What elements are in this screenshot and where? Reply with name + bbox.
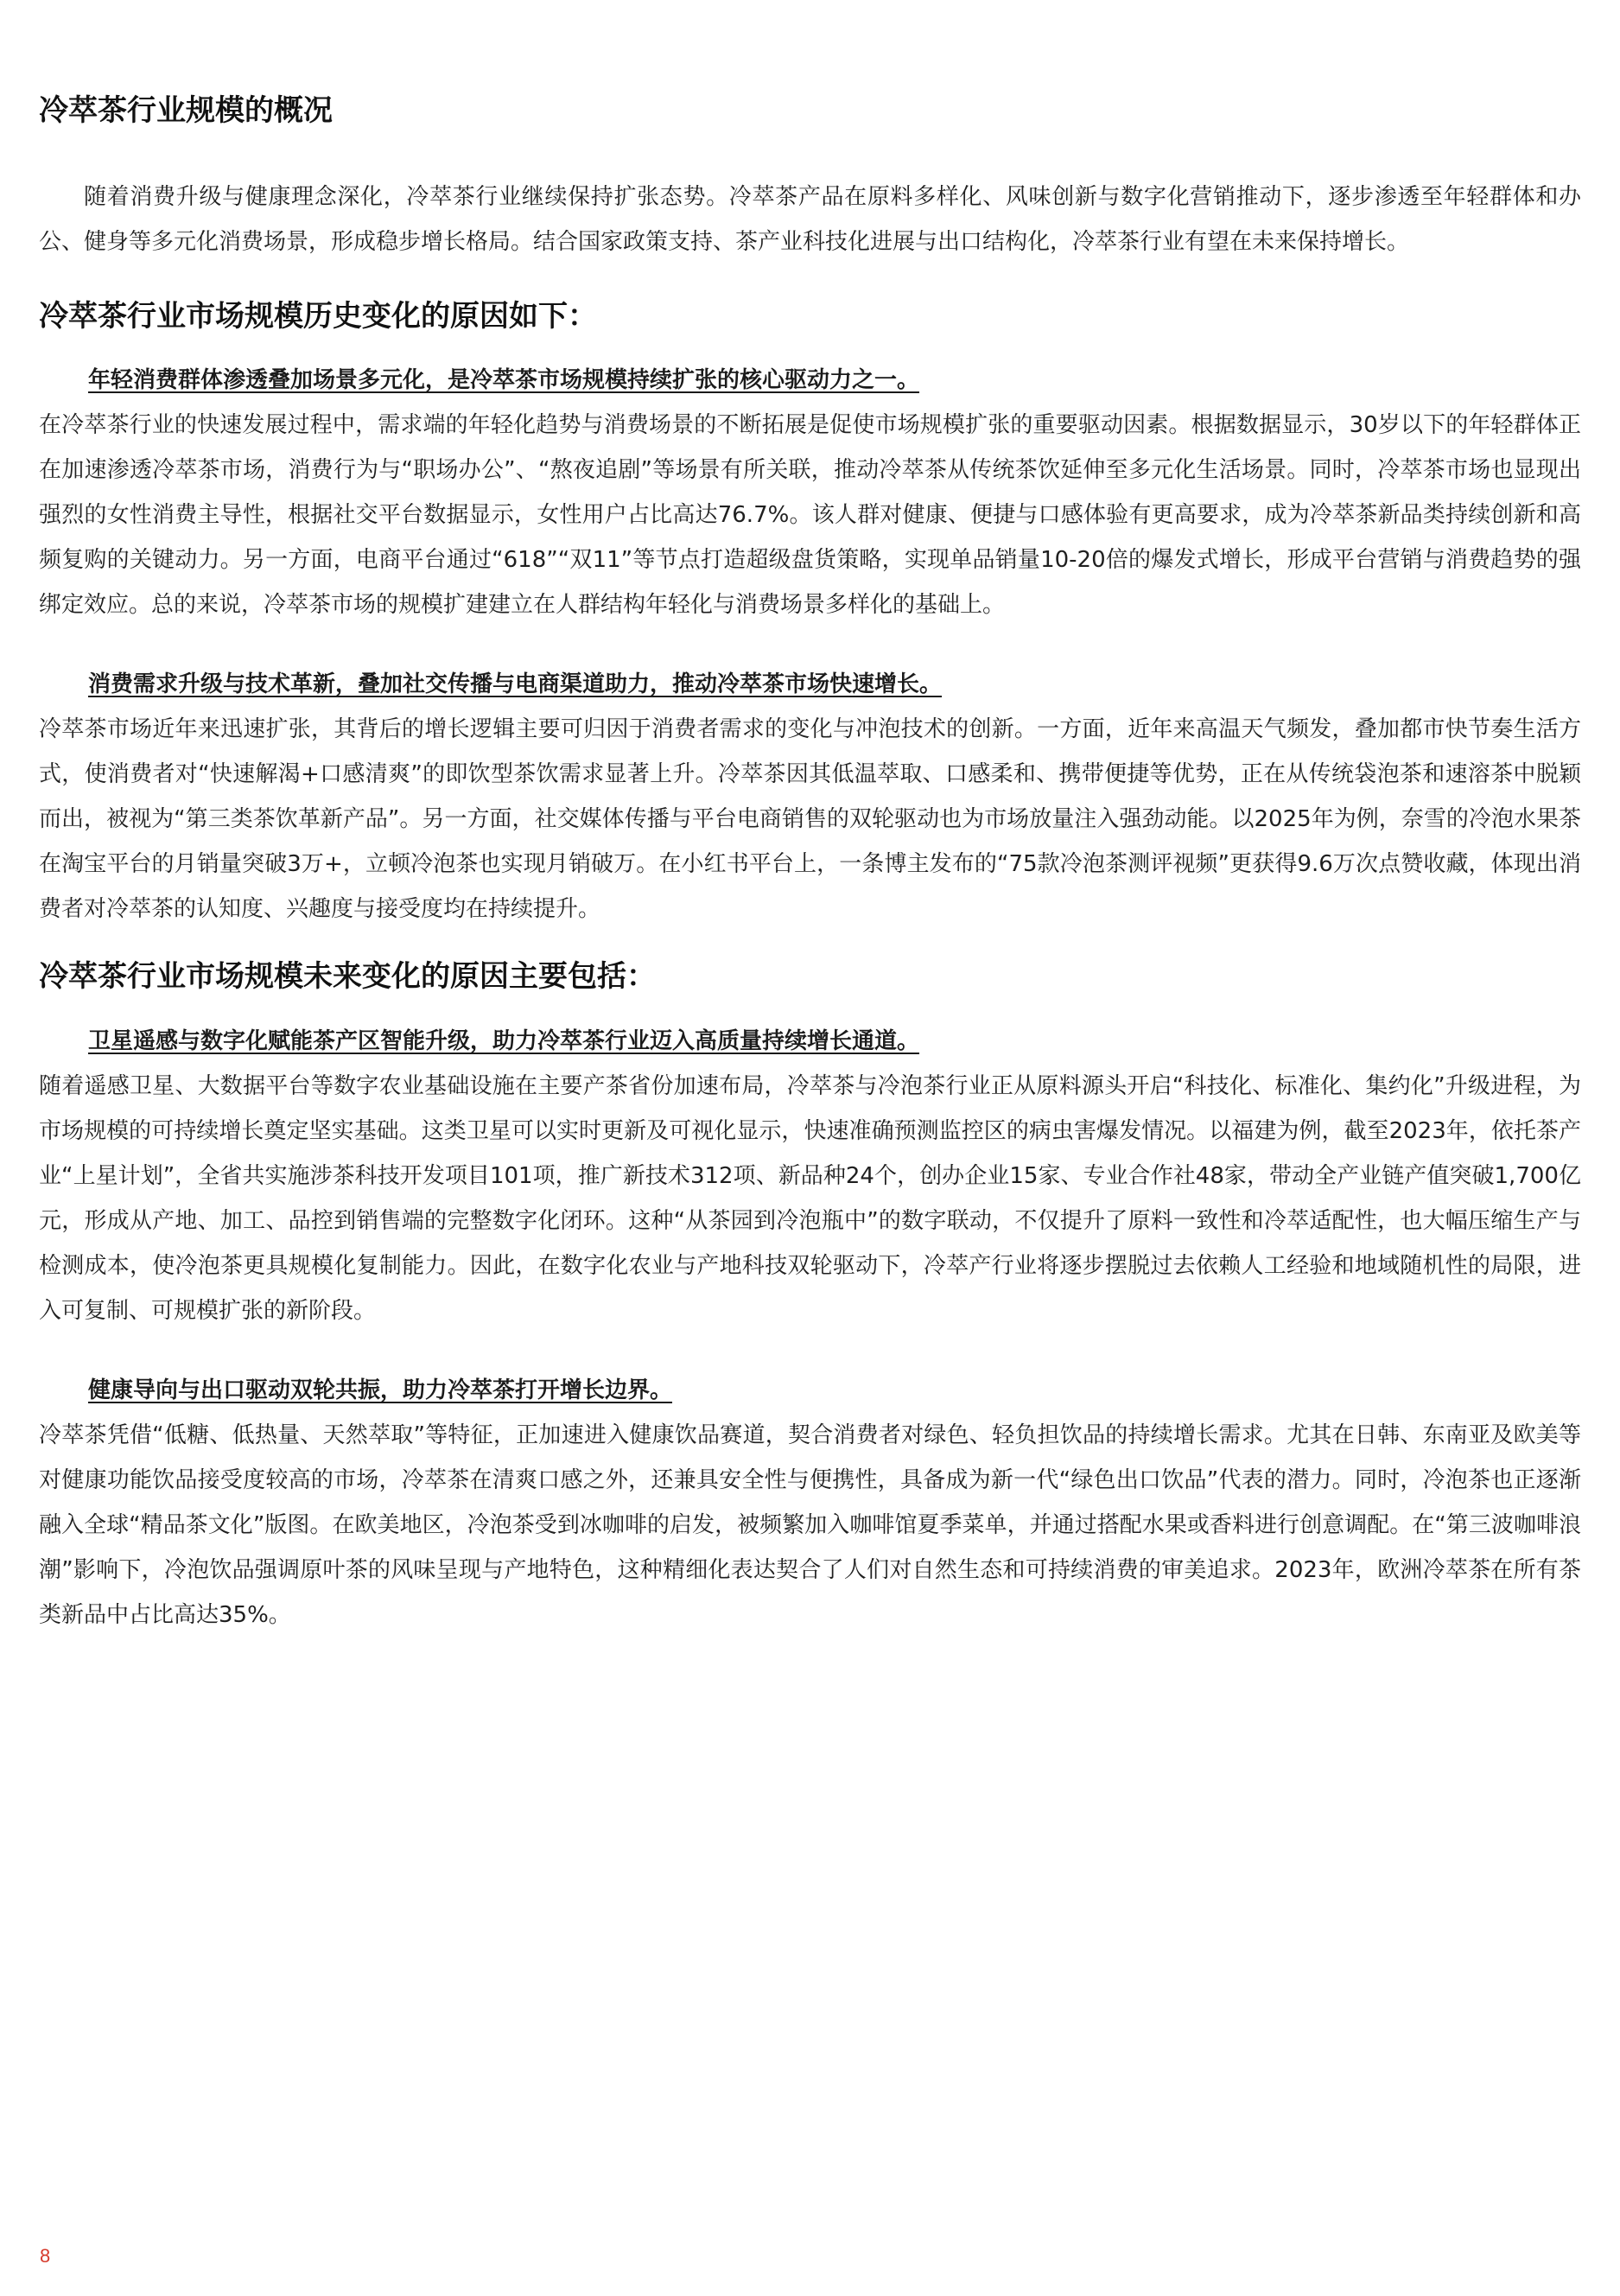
future-subheading-1: 卫星遥感与数字化赋能茶产区智能升级，助力冷萃茶行业迈入高质量持续增长通道。 (88, 1027, 920, 1054)
future-section-title: 冷萃茶行业市场规模未来变化的原因主要包括： (39, 959, 656, 995)
history-section-title: 冷萃茶行业市场规模历史变化的原因如下： (39, 299, 597, 334)
future-paragraph-1: 随着遥感卫星、大数据平台等数字农业基础设施在主要产茶省份加速布局，冷萃茶与冷泡茶行业正从原料源头开启“科技化、标准化、集约化”升级进程，为市场规模的可持续增长奠定坚实基础。这类卫星可以实时更新及可视化显示，快速准确预测监控区的病虫害爆发情况。以福建为例，截至2023年，依托茶产业“上星计划”，全省共实施涉茶科技开发项目101项，推广新技术312项、新品种24个，创办企业15家、专业合作社48家，带动全产业链产值突破1,700亿元，形成从产地、加工、品控到销售端的完整数字化闭环。这种“从茶园到冷泡瓶中”的数字联动，不仅提升了原料一致性和冷萃适配性，也大幅压缩生产与检测成本，使冷泡茶更具规模化复制能力。因此，在数字化农业与产地科技双轮驱动下，冷萃产行业将逐步摆脱过去依赖人工经验和地域随机性的局限，进入可复制、可规模扩张的新阶段。 (39, 1072, 1581, 1324)
history-paragraph-1: 在冷萃茶行业的快速发展过程中，需求端的年轻化趋势与消费场景的不断拓展是促使市场规模扩张的重要驱动因素。根据数据显示，30岁以下的年轻群体正在加速渗透冷萃茶市场，消费行为与“职场办公”、“熬夜追剧”等场景有所关联，推动冷萃茶从传统茶饮延伸至多元化生活场景。同时，冷萃茶市场也显现出强烈的女性消费主导性，根据社交平台数据显示，女性用户占比高达76.7%。该人群对健康、便捷与口感体验有更高要求，成为冷萃茶新品类持续创新和高频复购的关键动力。另一方面，电商平台通过“618”“双11”等节点打造超级盘货策略，实现单品销量10-20倍的爆发式增长，形成平台营销与消费趋势的强绑定效应。总的来说，冷萃茶市场的规模扩建建立在人群结构年轻化与消费场景多样化的基础上。 (39, 412, 1581, 619)
future-paragraph-2: 冷萃茶凭借“低糖、低热量、天然萃取”等特征，正加速进入健康饮品赛道，契合消费者对绿色、轻负担饮品的持续增长需求。尤其在日韩、东南亚及欧美等对健康功能饮品接受度较高的市场，冷萃茶在清爽口感之外，还兼具安全性与便携性，具备成为新一代“绿色出口饮品”代表的潜力。同时，冷泡茶也正逐渐融入全球“精品茶文化”版图。在欧美地区，冷泡茶受到冰咖啡的启发，被频繁加入咖啡馆夏季菜单，并通过搭配水果或香料进行创意调配。在“第三波咖啡浪潮”影响下，冷泡饮品强调原叶茶的风味呈现与产地特色，这种精细化表达契合了人们对自然生态和可持续消费的审美追求。2023年，欧洲冷萃茶在所有茶类新品中占比高达35%。 (39, 1421, 1581, 1628)
intro-paragraph: 随着消费升级与健康理念深化，冷萃茶行业继续保持扩张态势。冷萃茶产品在原料多样化、风味创新与数字化营销推动下，逐步渗透至年轻群体和办公、健身等多元化消费场景，形成稳步增长格局。结合国家政策支持、茶产业科技化进展与出口结构化，冷萃茶行业有望在未来保持增长。 (39, 184, 1581, 256)
history-subheading-1: 年轻消费群体渗透叠加场景多元化，是冷萃茶市场规模持续扩张的核心驱动力之一。 (88, 367, 920, 394)
page-number: 8 (40, 2245, 51, 2267)
future-subheading-2: 健康导向与出口驱动双轮共振，助力冷萃茶打开增长边界。 (88, 1377, 673, 1403)
overview-title: 冷萃茶行业规模的概况 (39, 93, 333, 128)
history-paragraph-2: 冷萃茶市场近年来迅速扩张，其背后的增长逻辑主要可归因于消费者需求的变化与冲泡技术的创新。一方面，近年来高温天气频发，叠加都市快节奏生活方式，使消费者对“快速解渴+口感清爽”的即饮型茶饮需求显著上升。冷萃茶因其低温萃取、口感柔和、携带便捷等优势，正在从传统袋泡茶和速溶茶中脱颖而出，被视为“第三类茶饮革新产品”。另一方面，社交媒体传播与平台电商销售的双轮驱动也为市场放量注入强劲动能。以2025年为例，奈雪的冷泡水果茶在淘宝平台的月销量突破3万+，立顿冷泡茶也实现月销破万。在小红书平台上，一条博主发布的“75款冷泡茶测评视频”更获得9.6万次点赞收藏，体现出消费者对冷萃茶的认知度、兴趣度与接受度均在持续提升。 (39, 716, 1581, 923)
history-subheading-2: 消费需求升级与技术革新，叠加社交传播与电商渠道助力，推动冷萃茶市场快速增长。 (88, 671, 943, 698)
document-page (39, 86, 1581, 1638)
